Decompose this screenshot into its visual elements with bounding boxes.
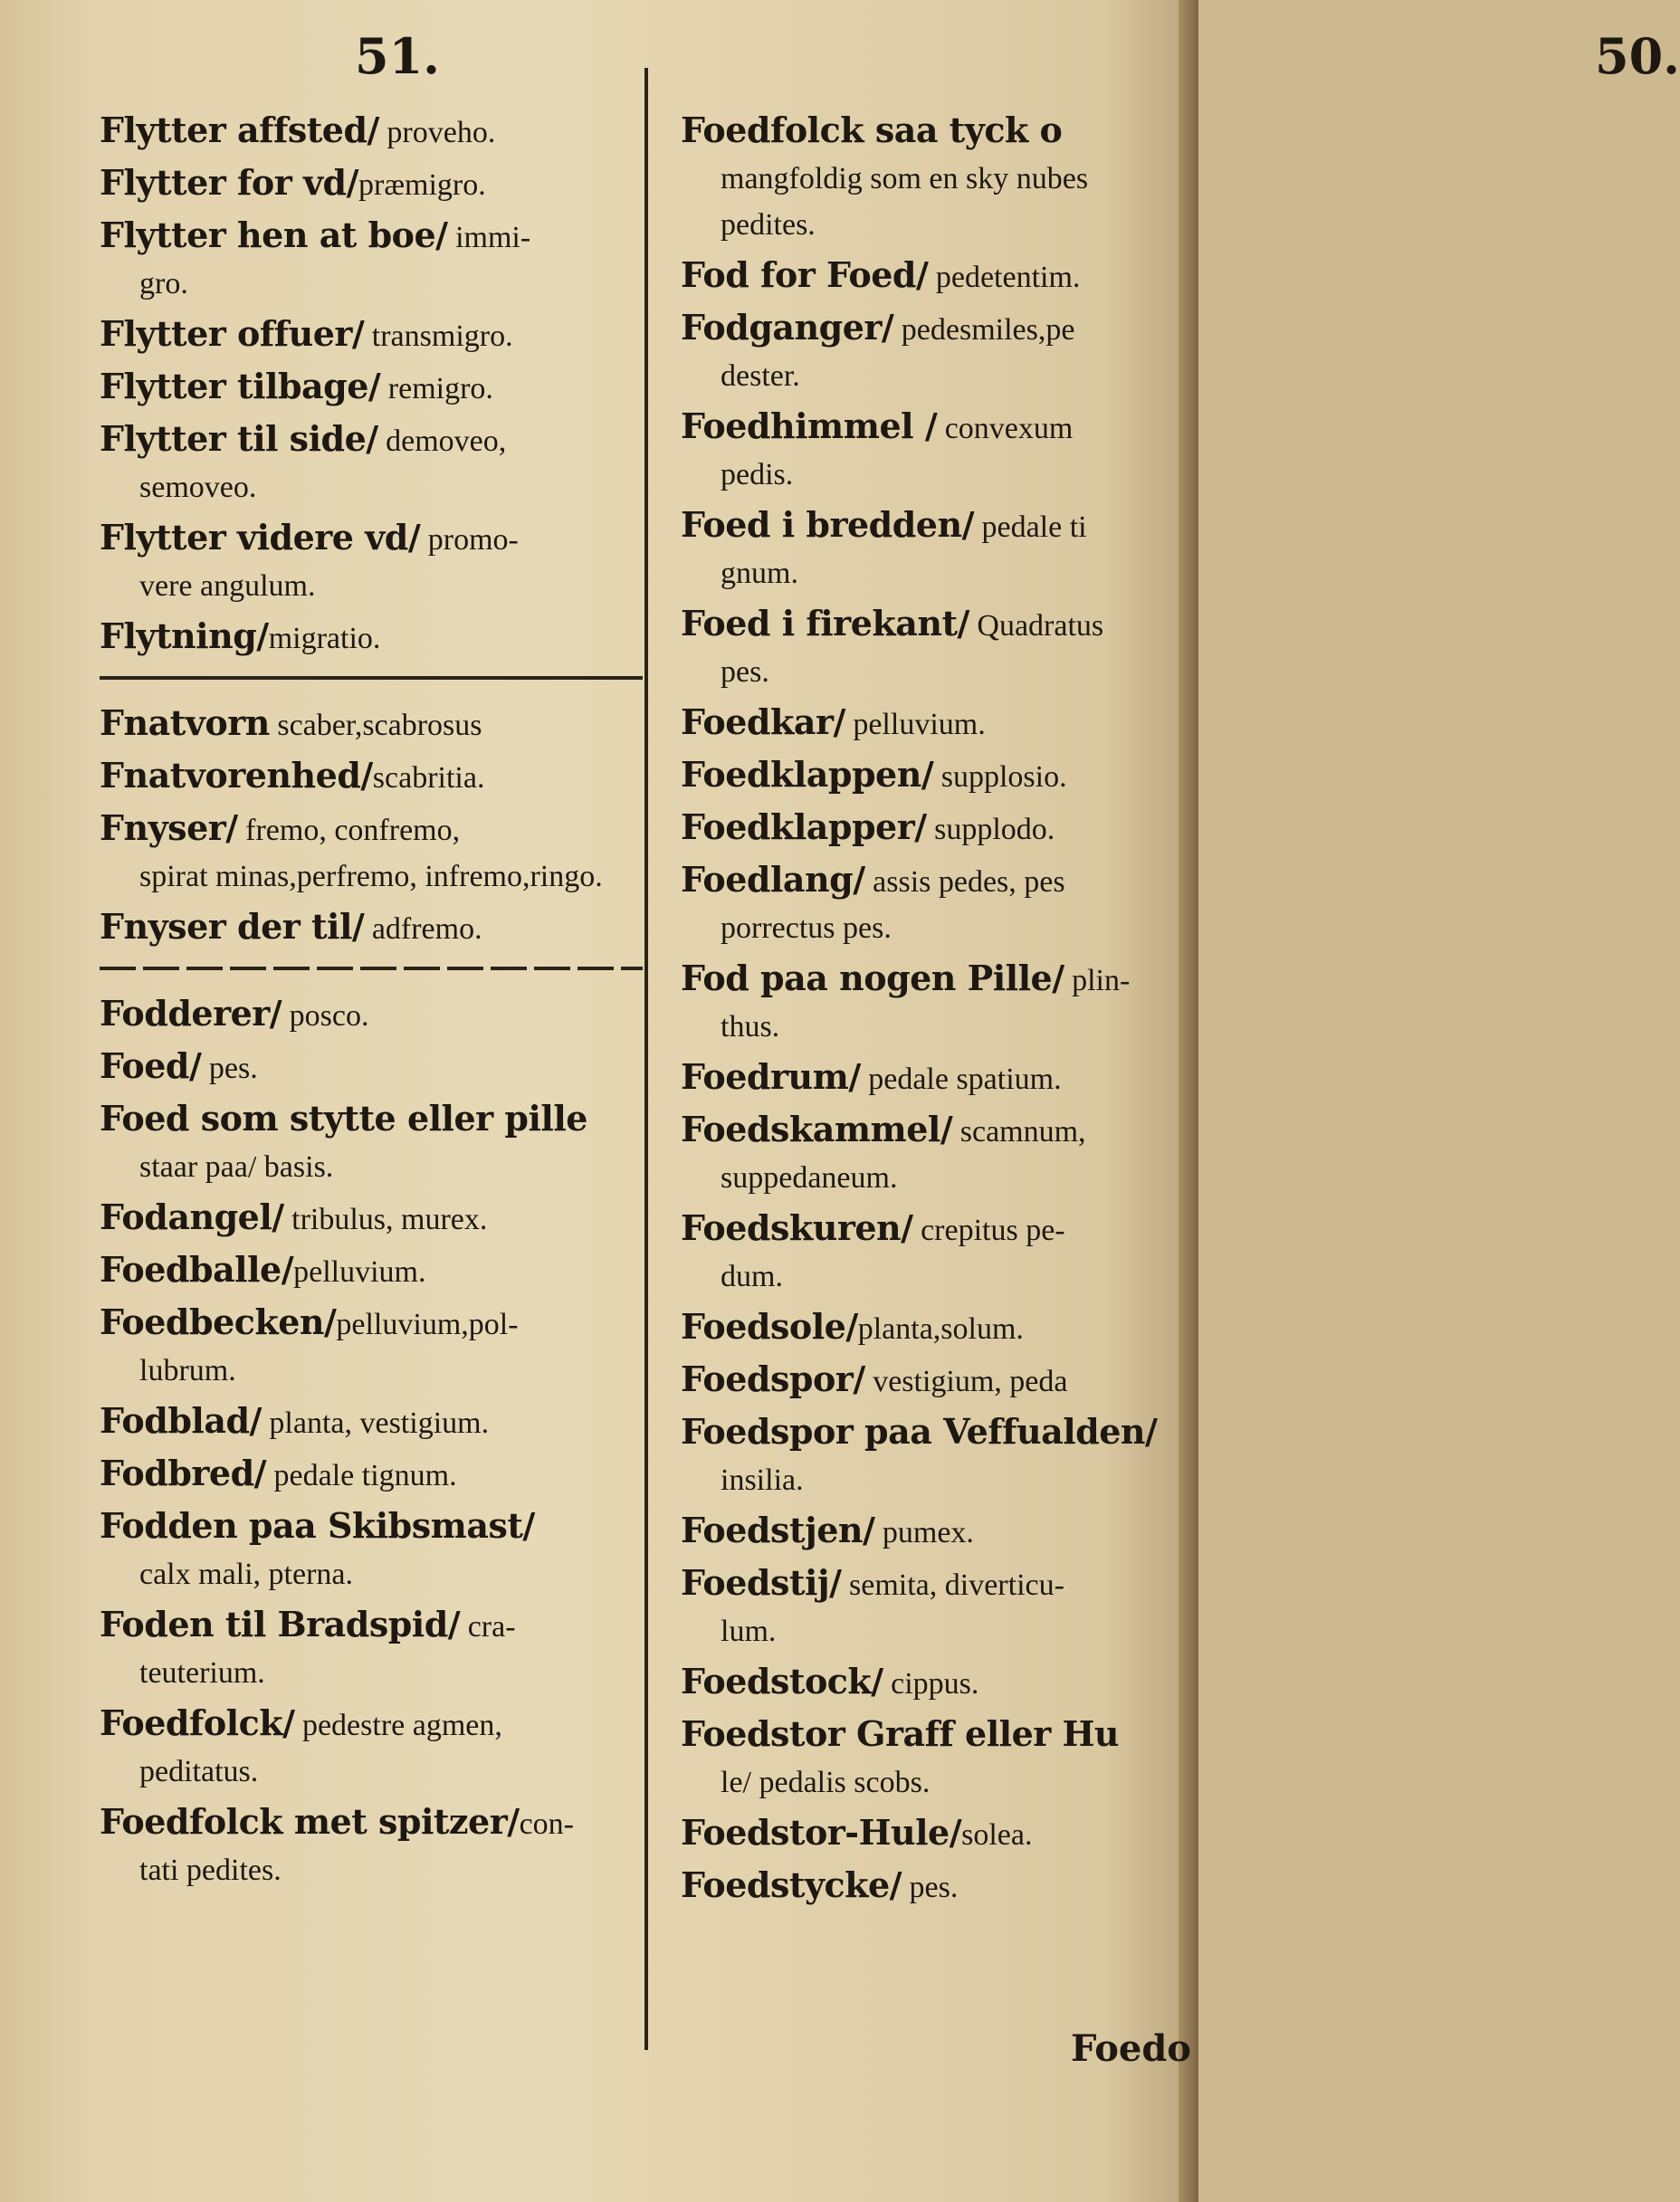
entry-continuation: peditatus. xyxy=(139,1755,259,1788)
entry-gloss: pedale tignum. xyxy=(266,1459,457,1492)
entry-headword: Flytning/ xyxy=(100,615,269,656)
dictionary-entry xyxy=(681,1809,1179,1858)
entry-headword: Fnatvorenhed/ xyxy=(100,755,373,796)
dictionary-entry xyxy=(100,1450,652,1499)
entry-continuation: suppedaneum. xyxy=(721,1161,898,1195)
entry-gloss: fremo, confremo, xyxy=(237,814,461,847)
entry-continuation: vere angulum. xyxy=(139,569,316,603)
entry-gloss: convexum xyxy=(937,412,1074,445)
dictionary-entry xyxy=(100,903,652,952)
entry-headword: Foedsole/ xyxy=(681,1306,858,1347)
left-entries xyxy=(100,107,652,1897)
dictionary-entry xyxy=(100,1502,652,1597)
entry-gloss: præmigro. xyxy=(358,168,486,202)
entry-gloss: remigro. xyxy=(380,372,493,405)
dictionary-entry xyxy=(100,107,652,156)
section-rule xyxy=(100,967,643,970)
dictionary-entry xyxy=(681,501,1179,596)
entry-headword: Foedspor paa Veffualden/ xyxy=(681,1411,1158,1452)
entry-gloss: vestigium, peda xyxy=(864,1365,1068,1398)
entry-headword: Fod paa nogen Pille/ xyxy=(681,958,1064,998)
entry-gloss: solea. xyxy=(961,1818,1033,1852)
dictionary-entry xyxy=(100,159,652,208)
entry-gloss: crepitus pe- xyxy=(912,1214,1065,1247)
entry-gloss: demoveo, xyxy=(377,424,507,458)
entry-headword: Fnatvorn xyxy=(100,702,270,743)
entry-headword: Foedlang/ xyxy=(681,859,865,900)
entry-headword: Foedklapper/ xyxy=(681,806,927,847)
entry-headword: Foed/ xyxy=(100,1045,202,1086)
catchword: Foedo xyxy=(1071,2027,1191,2070)
dictionary-entry xyxy=(100,1397,652,1446)
entry-headword: Flytter til side/ xyxy=(100,418,378,459)
dictionary-entry xyxy=(681,1106,1179,1201)
dictionary-entry xyxy=(681,403,1179,498)
entry-gloss: scabritia. xyxy=(372,761,485,795)
entry-continuation: pes. xyxy=(721,655,769,689)
entry-continuation: lum. xyxy=(721,1615,777,1648)
dictionary-entry xyxy=(100,700,652,748)
dictionary-entry xyxy=(100,1246,652,1295)
entry-gloss: pelluvium. xyxy=(293,1255,426,1289)
entry-headword: Fodbred/ xyxy=(100,1453,267,1493)
entry-gloss: con- xyxy=(519,1807,575,1841)
entry-continuation: spirat minas,perfremo, infremo,ringo. xyxy=(139,860,603,893)
entry-headword: Flytter tilbage/ xyxy=(100,366,381,406)
entry-headword: Foedhimmel / xyxy=(681,405,938,446)
entry-gloss: cippus. xyxy=(883,1667,979,1701)
entry-continuation: gro. xyxy=(139,267,188,300)
entry-headword: Flytter affsted/ xyxy=(100,110,379,150)
dictionary-entry xyxy=(681,1559,1179,1654)
entry-gloss: pelluvium,pol- xyxy=(336,1308,519,1341)
page-number-right: 50. xyxy=(1595,27,1680,85)
dictionary-entry xyxy=(681,1711,1179,1806)
entry-headword: Fodblad/ xyxy=(100,1400,262,1441)
entry-continuation: gnum. xyxy=(721,557,798,590)
entry-gloss: pes. xyxy=(902,1871,959,1904)
entry-gloss: planta, vestigium. xyxy=(261,1406,490,1440)
entry-gloss: pelluvium. xyxy=(845,708,986,741)
dictionary-entry xyxy=(100,1194,652,1243)
dictionary-entry xyxy=(681,252,1179,300)
page-number-left: 51. xyxy=(355,27,440,85)
dictionary-entry xyxy=(681,1356,1179,1405)
dictionary-entry xyxy=(100,1299,652,1394)
entry-continuation: dester. xyxy=(721,359,800,393)
entry-headword: Fnyser/ xyxy=(100,807,238,848)
entry-headword: Fodderer/ xyxy=(100,993,282,1034)
dictionary-entry xyxy=(681,600,1179,695)
entry-headword: Fodangel/ xyxy=(100,1196,284,1237)
entry-gloss: scamnum, xyxy=(952,1115,1086,1149)
dictionary-entry xyxy=(100,1043,652,1091)
dictionary-entry xyxy=(681,107,1179,248)
dictionary-entry xyxy=(681,955,1179,1050)
entry-gloss: migratio. xyxy=(268,622,381,655)
entry-gloss: proveho. xyxy=(378,116,496,149)
entry-headword: Foedstycke/ xyxy=(681,1864,902,1905)
dictionary-entry xyxy=(681,856,1179,951)
entry-headword: Flytter videre vd/ xyxy=(100,517,421,558)
entry-gloss: pumex. xyxy=(874,1516,974,1549)
dictionary-entry xyxy=(100,1798,652,1893)
entry-gloss: pedetentim. xyxy=(928,261,1081,294)
dictionary-entry xyxy=(681,304,1179,399)
entry-continuation: teuterium. xyxy=(139,1656,265,1690)
entry-headword: Foedfolck saa tyck o xyxy=(681,110,1063,150)
entry-headword: Foed som stytte eller pille xyxy=(100,1098,587,1139)
dictionary-entry xyxy=(100,415,652,510)
dictionary-entry xyxy=(681,1053,1179,1102)
entry-gloss: pedale spatium. xyxy=(860,1063,1062,1096)
section-rule xyxy=(100,676,643,680)
entry-headword: Foedballe/ xyxy=(100,1249,294,1290)
dictionary-entry xyxy=(100,1700,652,1795)
entry-gloss: posco. xyxy=(282,999,369,1033)
entry-gloss: promo- xyxy=(420,523,519,557)
entry-headword: Foed i bredden/ xyxy=(681,504,974,545)
entry-gloss: supplodo. xyxy=(926,813,1055,846)
entry-continuation: dum. xyxy=(721,1260,783,1293)
entry-gloss: adfremo. xyxy=(364,912,482,946)
entry-continuation: calx mali, pterna. xyxy=(139,1558,354,1591)
entry-gloss: semita, diverticu- xyxy=(841,1568,1064,1602)
entry-headword: Foedrum/ xyxy=(681,1056,861,1097)
entry-group-fn xyxy=(100,700,652,952)
entry-continuation: staar paa/ basis. xyxy=(139,1150,334,1184)
entry-continuation: pedis. xyxy=(721,458,794,491)
entry-headword: Foedfolck met spitzer/ xyxy=(100,1801,520,1842)
entry-gloss: assis pedes, pes xyxy=(864,865,1065,899)
entry-continuation: lubrum. xyxy=(139,1354,236,1387)
entry-headword: Foedstij/ xyxy=(681,1562,842,1603)
right-entries xyxy=(681,107,1179,1914)
dictionary-entry xyxy=(100,212,652,307)
entry-gloss: pedale ti xyxy=(973,510,1087,544)
dictionary-entry xyxy=(100,310,652,359)
dictionary-entry xyxy=(681,699,1179,748)
entry-gloss: supplosio. xyxy=(933,760,1067,794)
entry-continuation: insilia. xyxy=(721,1463,804,1497)
entry-headword: Foedstor Graff eller Hu xyxy=(681,1713,1120,1754)
entry-headword: Flytter offuer/ xyxy=(100,313,365,354)
entry-gloss: transmigro. xyxy=(364,319,513,353)
dictionary-entry xyxy=(681,1205,1179,1300)
entry-headword: Flytter hen at boe/ xyxy=(100,214,448,255)
page-edge xyxy=(1179,0,1198,2202)
entry-continuation: semoveo. xyxy=(139,471,257,504)
dictionary-entry xyxy=(681,1658,1179,1707)
dictionary-entry xyxy=(681,804,1179,853)
entry-group-fl xyxy=(100,107,652,662)
entry-headword: Foedstock/ xyxy=(681,1661,883,1702)
entry-gloss: cra- xyxy=(460,1610,516,1644)
dictionary-entry xyxy=(100,805,652,900)
entry-headword: Foedklappen/ xyxy=(681,754,934,795)
entry-gloss: pedestre agmen, xyxy=(294,1709,502,1742)
dictionary-entry xyxy=(681,1862,1179,1911)
entry-headword: Foedkar/ xyxy=(681,701,845,742)
dictionary-entry xyxy=(100,363,652,412)
entry-headword: Foedstor-Hule/ xyxy=(681,1812,962,1853)
entry-gloss: pes. xyxy=(201,1052,258,1085)
entry-continuation: le/ pedalis scobs. xyxy=(721,1766,931,1799)
entry-continuation: porrectus pes. xyxy=(721,911,892,945)
dictionary-entry xyxy=(100,752,652,801)
entry-gloss: immi- xyxy=(447,221,531,254)
entry-gloss: pedesmiles,pe xyxy=(893,313,1075,347)
entry-headword: Fodganger/ xyxy=(681,307,894,348)
entry-gloss: planta,solum. xyxy=(857,1312,1024,1346)
dictionary-entry xyxy=(681,1303,1179,1352)
entry-continuation: tati pedites. xyxy=(139,1854,282,1887)
entry-headword: Foedbecken/ xyxy=(100,1301,337,1342)
dictionary-entry xyxy=(681,1408,1179,1503)
dictionary-entry xyxy=(681,751,1179,800)
entry-headword: Fodden paa Skibsmast/ xyxy=(100,1505,535,1546)
dictionary-entry xyxy=(100,613,652,662)
entry-continuation: thus. xyxy=(721,1010,780,1044)
entry-gloss: scaber,scabrosus xyxy=(269,709,482,742)
dictionary-entry xyxy=(681,1507,1179,1556)
dictionary-entry xyxy=(100,514,652,609)
entry-headword: Foedstjen/ xyxy=(681,1510,875,1550)
entry-headword: Foedspor/ xyxy=(681,1358,865,1399)
entry-headword: Fod for Foed/ xyxy=(681,254,929,295)
entry-headword: Foedskammel/ xyxy=(681,1109,953,1149)
entry-gloss: tribulus, murex. xyxy=(283,1203,488,1236)
entry-gloss: plin- xyxy=(1064,964,1131,997)
entry-headword: Foedskuren/ xyxy=(681,1207,913,1248)
entry-headword: Fnyser der til/ xyxy=(100,906,365,947)
dictionary-entry xyxy=(100,1095,652,1190)
entry-headword: Foed i firekant/ xyxy=(681,603,969,643)
entry-headword: Flytter for vd/ xyxy=(100,162,358,203)
entry-headword: Foedfolck/ xyxy=(100,1702,295,1743)
entry-continuation: mangfoldig som en sky nubes pedites. xyxy=(721,162,1089,242)
dictionary-entry xyxy=(100,1601,652,1696)
entry-gloss: Quadratus xyxy=(969,609,1104,643)
entry-group-fo xyxy=(100,990,652,1893)
entry-headword: Foden til Bradspid/ xyxy=(100,1604,461,1644)
dictionary-entry xyxy=(100,990,652,1039)
